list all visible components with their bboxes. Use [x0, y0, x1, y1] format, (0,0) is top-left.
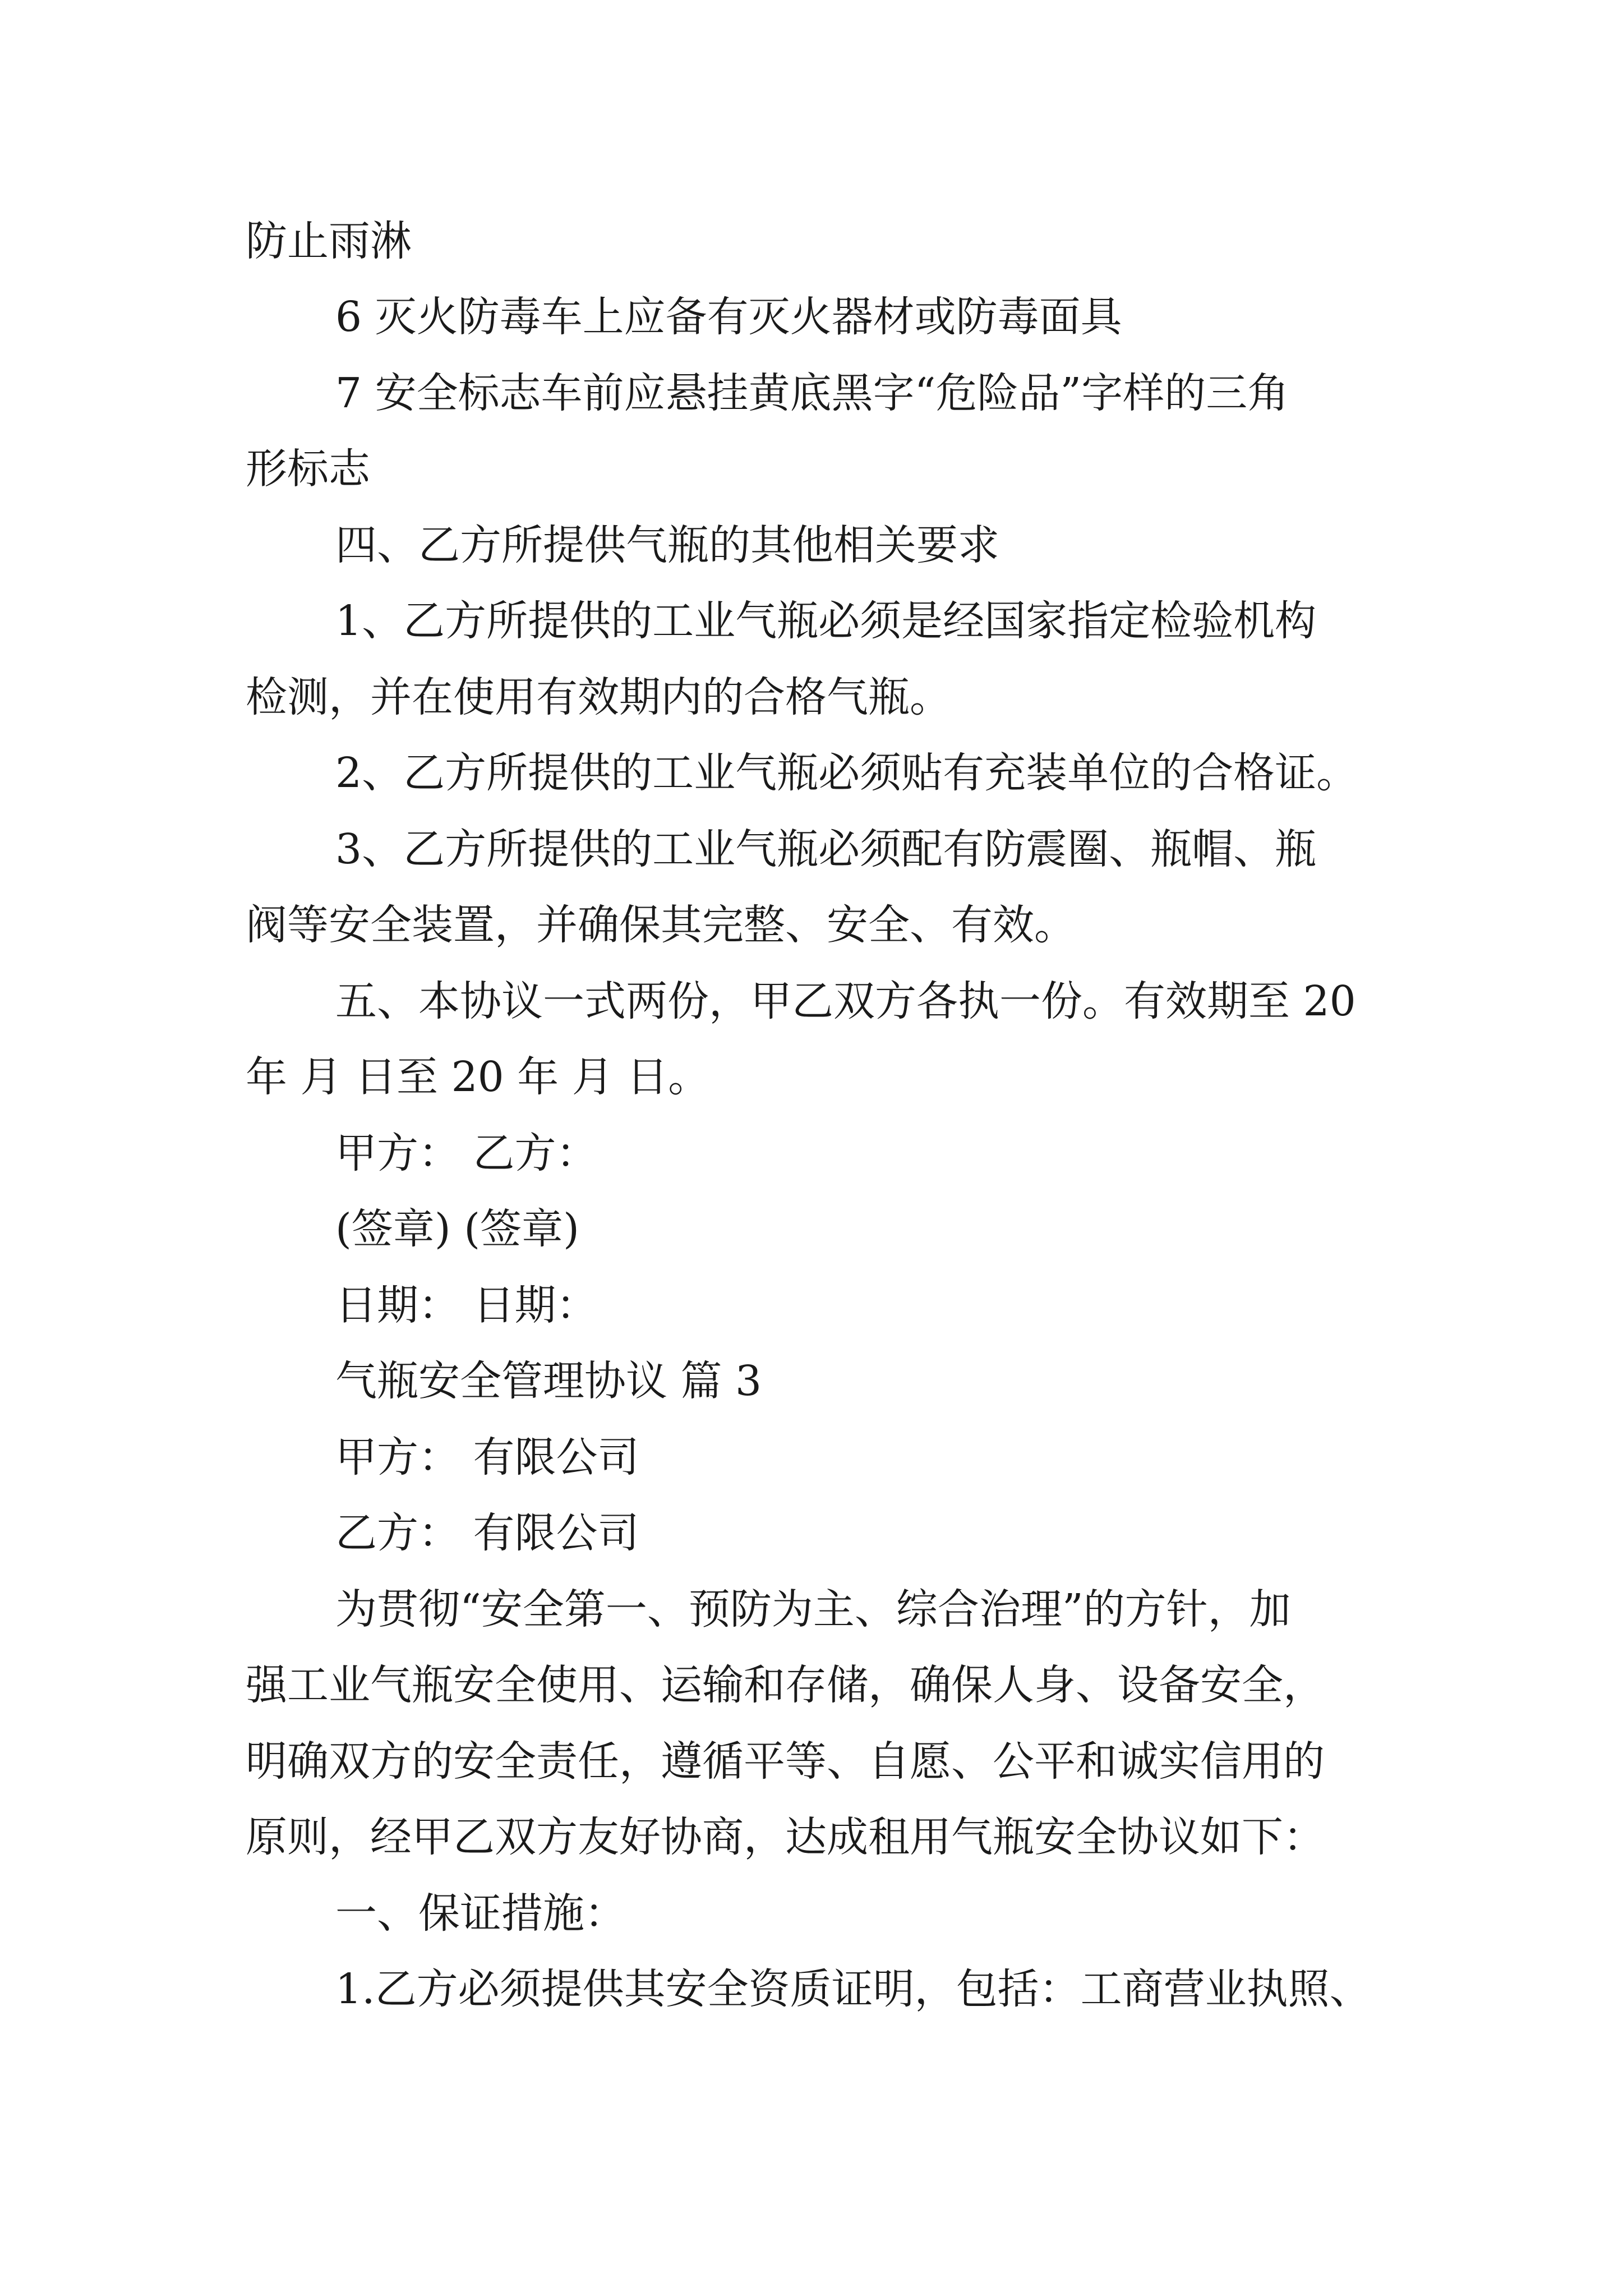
text-line: 年 月 日至 20 年 月 日。 [246, 1053, 710, 1101]
party-a-line: 甲方： 有限公司 [335, 1433, 639, 1481]
text-line: 防止雨淋 [246, 217, 412, 265]
text-line: 7 安全标志车前应悬挂黄底黑字“危险品”字样的三角 [335, 369, 1289, 417]
text-line: 1、乙方所提供的工业气瓶必须是经国家指定检验机构 [335, 597, 1317, 645]
section-heading: 一、保证措施： [335, 1889, 626, 1938]
text-line: 2、乙方所提供的工业气瓶必须贴有充装单位的合格证。 [335, 749, 1358, 797]
text-line: 为贯彻“安全第一、预防为主、综合治理”的方针，加 [335, 1585, 1291, 1634]
text-line: 明确双方的安全责任，遵循平等、自愿、公平和诚实信用的 [246, 1737, 1325, 1786]
text-line: 形标志 [246, 445, 370, 493]
text-line: 检测，并在使用有效期内的合格气瓶。 [246, 673, 951, 721]
party-b-line: 乙方： 有限公司 [335, 1509, 639, 1557]
text-line: 原则，经甲乙双方友好协商，达成租用气瓶安全协议如下： [246, 1813, 1325, 1861]
section-heading: 四、乙方所提供气瓶的其他相关要求 [335, 521, 999, 569]
signature-party-line: 甲方： 乙方： [335, 1129, 598, 1177]
section-heading: 五、本协议一式两份，甲乙双方各执一份。有效期至 20 [335, 977, 1356, 1025]
text-line: 阀等安全装置，并确保其完整、安全、有效。 [246, 901, 1076, 949]
text-line: 3、乙方所提供的工业气瓶必须配有防震圈、瓶帽、瓶 [335, 825, 1317, 873]
signature-seal-line: (签章) (签章) [335, 1205, 580, 1253]
document-title: 气瓶安全管理协议 篇 3 [335, 1357, 762, 1405]
signature-date-line: 日期： 日期： [335, 1281, 598, 1329]
text-line: 1.乙方必须提供其安全资质证明，包括：工商营业执照、 [335, 1965, 1371, 2013]
text-line: 强工业气瓶安全使用、运输和存储，确保人身、设备安全， [246, 1661, 1325, 1709]
text-line: 6 灭火防毒车上应备有灭火器材或防毒面具 [335, 293, 1122, 341]
